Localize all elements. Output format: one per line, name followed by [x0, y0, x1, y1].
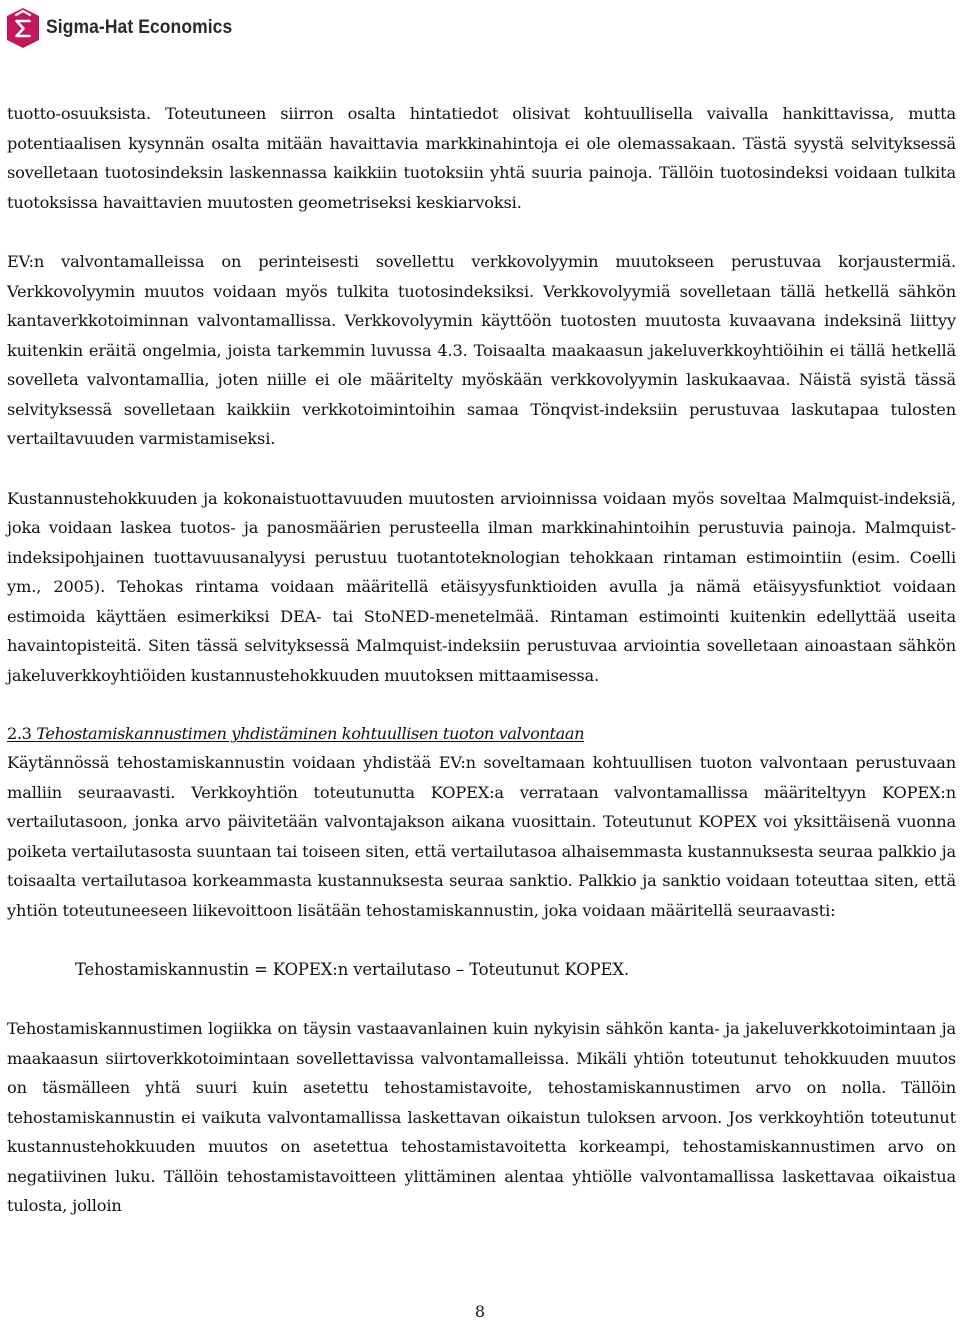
document-body — [7, 99, 956, 1221]
document-header — [6, 6, 249, 50]
paragraph-5: Tehostamiskannustimen logiikka on täysin vastaavanlainen kuin nykyisin sähkön kanta- ja jakeluverkkotoimintaan ja maakaasun siirtoverkkotoimintaan sovellettavissa valvontamalleissa. Mikäli yhtiön toteutunut tehokkuuden muutos on täsmälleen yhtä suuri kuin asetettu tehostamistavoite, tehostamiskannustimen arvo on nolla. Tällöin tehostamiskannustin ei vaikuta valvontamallissa laskettavan oikaistun tuloksen arvoon. Jos verkkoyhtiön toteutunut kustannustehokkuuden muutos on asetettua tehostamistavoitetta korkeampi, tehostamiskannustimen arvo on negatiivinen luku. Tällöin tehostamistavoitteen ylittäminen alentaa yhtiölle valvontamallissa laskettavaa oikaistua tulosta, jolloin — [7, 1019, 956, 1215]
sigma-hat-logo-icon — [6, 7, 40, 49]
paragraph-1: tuotto-osuuksista. Toteutuneen siirron osalta hintatiedot olisivat kohtuullisella vaivalla hankittavissa, mutta potentiaalisen kysynnän osalta mitään havaittavia markkinahintoja ei ole olemassakaan. Tästä syystä selvityksessä sovelletaan tuotosindeksin laskennassa kaikkiin tuotoksiin yhtä suuria painoja. Tällöin tuotosindeksi voidaan tulkita tuotoksissa havaittavien muutosten geometriseksi keskiarvoksi. — [7, 104, 956, 212]
section-heading — [7, 720, 956, 748]
section-number: 2.3 — [7, 724, 32, 743]
brand-name: Sigma-Hat Economics — [46, 17, 233, 38]
section-title: Tehostamiskannustimen yhdistäminen kohtuullisen tuoton valvontaan — [36, 724, 585, 743]
formula-line: Tehostamiskannustin = KOPEX:n vertailutaso – Toteutunut KOPEX. — [75, 960, 630, 979]
paragraph-2: EV:n valvontamalleissa on perinteisesti sovellettu verkkovolyymin muutokseen perustuvaa korjaustermiä. Verkkovolyymin muutos voidaan myös tulkita tuotosindeksiksi. Verkkovolyymiä sovelletaan tällä hetkellä sähkön kantaverkkotoiminnan valvontamallissa. Verkkovolyymin käyttöön tuotosten muutosta kuvaavana indeksinä liittyy kuitenkin eräitä ongelmia, joista tarkemmin luvussa 4.3. Toisaalta maakaasun jakeluverkkoyhtiöihin ei tällä hetkellä sovelleta valvontamallia, joten niille ei ole määritelty myöskään verkkovolyymin laskukaavaa. Näistä syistä tässä selvityksessä sovelletaan kaikkiin verkkotoimintoihin samaa Tönqvist-indeksiin perustuvaa laskutapaa tulosten vertailtavuuden varmistamiseksi. — [7, 252, 956, 448]
paragraph-4: Käytännössä tehostamiskannustin voidaan yhdistää EV:n soveltamaan kohtuullisen tuoton valvontaan perustuvaan malliin seuraavasti. Verkkoyhtiön toteutunutta KOPEX:a verrataan valvontamallissa määriteltyyn KOPEX:n vertailutasoon, jonka arvo päivitetään valvontajakson aikana vuosittain. Toteutunut KOPEX voi yksittäisenä vuonna poiketa vertailutasosta suuntaan tai toiseen siten, että vertailutasoa alhaisemmasta kustannuksesta seuraa palkkio ja toisaalta vertailutasoa korkeammasta kustannuksesta seuraa sanktio. Palkkio ja sanktio voidaan toteuttaa siten, että yhtiön toteutuneeseen liikevoittoon lisätään tehostamiskannustin, joka voidaan määritellä seuraavasti: — [7, 753, 956, 920]
page-number: 8 — [474, 1302, 486, 1321]
paragraph-3: Kustannustehokkuuden ja kokonaistuottavuuden muutosten arvioinnissa voidaan myös soveltaa Malmquist-indeksiä, joka voidaan laskea tuotos- ja panosmäärien perusteella ilman markkinahintoihin perustuvia painoja. Malmquist-indeksipohjainen tuottavuusanalyysi perustuu tuotantoteknologian tehokkaan rintaman estimointiin (esim. Coelli ym., 2005). Tehokas rintama voidaan määritellä etäisyysfunktioiden avulla ja nämä etäisyysfunktiot voidaan estimoida käyttäen esimerkiksi DEA- tai StoNED-menetelmää. Rintaman estimointi kuitenkin edellyttää useita havaintopisteitä. Siten tässä selvityksessä Malmquist-indeksiin perustuvaa arviointia sovelletaan ainoastaan sähkön jakeluverkkoyhtiöiden kustannustehokkuuden muutoksen mittaamisessa. — [7, 488, 956, 685]
